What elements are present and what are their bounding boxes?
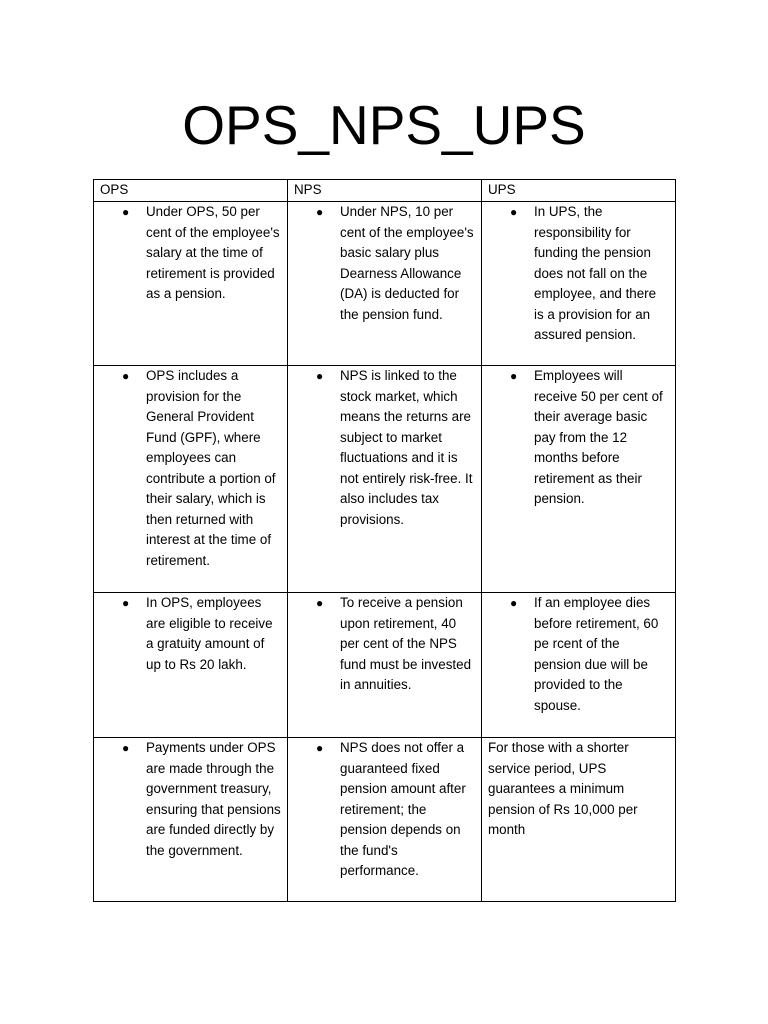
list-item	[94, 366, 287, 571]
cell-text: In OPS, employees are eligible to receive a gratuity amount of up to Rs 20 lakh.	[146, 595, 273, 672]
bullet-dot-icon: ●	[122, 741, 130, 755]
nps-cell	[288, 593, 482, 738]
list-item	[288, 738, 481, 882]
ops-cell	[94, 593, 288, 738]
bullet-dot-icon: ●	[122, 205, 130, 219]
cell-text: Under NPS, 10 per cent of the employee's basic salary plus Dearness Allowance (DA) is deducted for the pension fund.	[340, 204, 474, 322]
cell-text: To receive a pension upon retirement, 40 per cent of the NPS fund must be invested in annuities.	[340, 595, 472, 692]
cell-text: In UPS, the responsibility for funding the pension does not fall on the employee, and there is a provision for an assured pension.	[534, 204, 657, 342]
bullet-dot-icon: ●	[122, 596, 130, 610]
bullet-dot-icon: ●	[316, 369, 324, 383]
page-title: OPS_NPS_UPS	[182, 94, 586, 156]
cell-text: If an employee dies before retirement, 60 pe rcent of the pension due will be provided to the spouse.	[534, 595, 659, 713]
bullet-dot-icon: ●	[316, 596, 324, 610]
bullet-dot-icon: ●	[122, 369, 130, 383]
cell-text: OPS includes a provision for the General Provident Fund (GPF), where employees can contribute a portion of their salary, which is then returned with interest at the time of retirement.	[146, 368, 276, 568]
list-item	[288, 366, 481, 530]
table-row	[94, 738, 676, 902]
bullet-dot-icon: ●	[510, 596, 518, 610]
ups-cell	[482, 738, 676, 902]
table-row	[94, 366, 676, 593]
nps-cell	[288, 738, 482, 902]
comparison-table	[93, 179, 676, 902]
bullet-dot-icon: ●	[316, 205, 324, 219]
ups-cell	[482, 593, 676, 738]
table-row	[94, 202, 676, 366]
list-item	[94, 738, 287, 861]
header-ups: UPS	[482, 180, 676, 202]
cell-text: NPS is linked to the stock market, which means the returns are subject to market fluctuations and it is not entirely risk-free. It also includes tax provisions.	[340, 368, 473, 527]
bullet-dot-icon: ●	[510, 369, 518, 383]
ups-cell	[482, 202, 676, 366]
cell-text: Employees will receive 50 per cent of their average basic pay from the 12 months before retirement as their pension.	[534, 368, 663, 506]
list-item	[94, 593, 287, 675]
ops-cell	[94, 202, 288, 366]
list-item	[482, 593, 675, 716]
cell-text: NPS does not offer a guaranteed fixed pension amount after retirement; the pension depends on the fund's performance.	[340, 740, 466, 878]
cell-text: Payments under OPS are made through the government treasury, ensuring that pensions are funded directly by the government.	[146, 740, 281, 858]
ups-cell	[482, 366, 676, 593]
bullet-dot-icon: ●	[316, 741, 324, 755]
header-row	[94, 180, 676, 202]
nps-cell	[288, 202, 482, 366]
header-nps: NPS	[288, 180, 482, 202]
header-ops: OPS	[94, 180, 288, 202]
cell-text: For those with a shorter service period, UPS guarantees a minimum pension of Rs 10,000 per month	[488, 740, 638, 837]
list-item	[288, 202, 481, 325]
nps-cell	[288, 366, 482, 593]
ops-cell	[94, 738, 288, 902]
cell-text: Under OPS, 50 per cent of the employee's salary at the time of retirement is provided as a pension.	[146, 204, 280, 301]
list-item	[482, 366, 675, 510]
table-row	[94, 593, 676, 738]
bullet-dot-icon: ●	[510, 205, 518, 219]
ops-cell	[94, 366, 288, 593]
list-item	[288, 593, 481, 696]
list-item	[94, 202, 287, 305]
list-item	[482, 202, 675, 346]
